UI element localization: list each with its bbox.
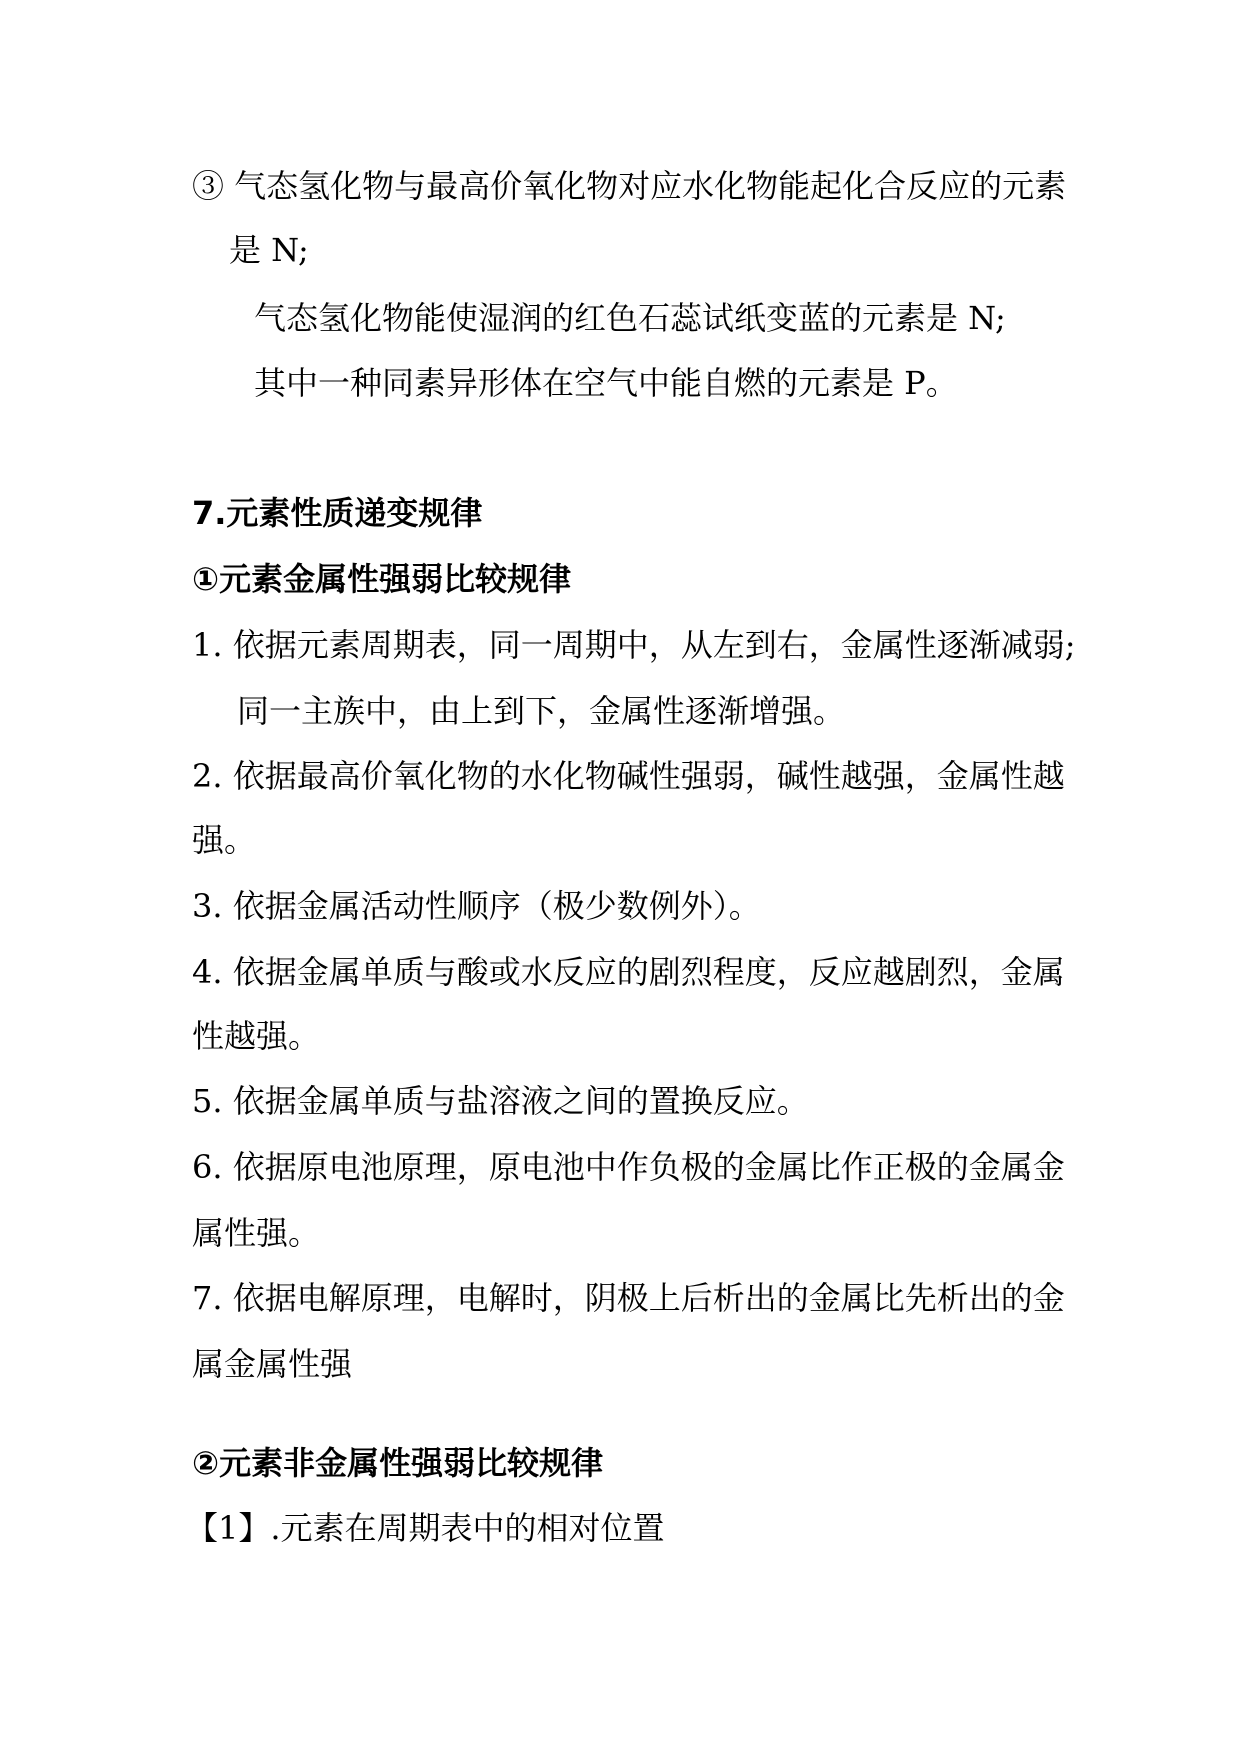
nonmetal-rules-heading: ②元素非金属性强弱比较规律 [192, 1444, 604, 1482]
rule-3-line-3: 其中一种同素异形体在空气中能自燃的元素是 P。 [254, 364, 958, 402]
metal-item-3-line-1: 3. 依据金属活动性顺序（极少数例外）。 [192, 887, 761, 925]
metal-item-1-line-2: 同一主族中，由上到下，金属性逐渐增强。 [237, 692, 846, 730]
metal-item-5-line-1: 5. 依据金属单质与盐溶液之间的置换反应。 [192, 1082, 809, 1120]
metal-item-2-line-1: 2. 依据最高价氧化物的水化物碱性强弱，碱性越强，金属性越 [192, 757, 1065, 795]
metal-item-2-line-2: 强。 [192, 821, 257, 859]
metal-item-4-line-2: 性越强。 [192, 1017, 321, 1055]
metal-item-7-line-2: 属金属性强 [192, 1345, 353, 1383]
metal-item-6-line-2: 属性强。 [192, 1214, 321, 1252]
rule-3-line-1: ③ 气态氢化物与最高价氧化物对应水化物能起化合反应的元素 [192, 167, 1067, 205]
metal-item-7-line-1: 7. 依据电解原理，电解时，阴极上后析出的金属比先析出的金 [192, 1279, 1065, 1317]
metal-item-6-line-1: 6. 依据原电池原理，原电池中作负极的金属比作正极的金属金 [192, 1148, 1065, 1186]
metal-item-1-line-1: 1. 依据元素周期表，同一周期中，从左到右，金属性逐渐减弱; [192, 626, 1076, 664]
rule-3-line-2: 气态氢化物能使湿润的红色石蕊试纸变蓝的元素是 N; [254, 299, 1006, 337]
rule-3-line-1-continuation: 是 N; [229, 231, 309, 269]
nonmetal-item-1-line-1: 【1】.元素在周期表中的相对位置 [186, 1509, 665, 1547]
metal-item-4-line-1: 4. 依据金属单质与酸或水反应的剧烈程度，反应越剧烈，金属 [192, 953, 1065, 991]
metal-rules-heading: ①元素金属性强弱比较规律 [192, 560, 572, 598]
section-7-title: 7.元素性质递变规律 [192, 494, 483, 532]
